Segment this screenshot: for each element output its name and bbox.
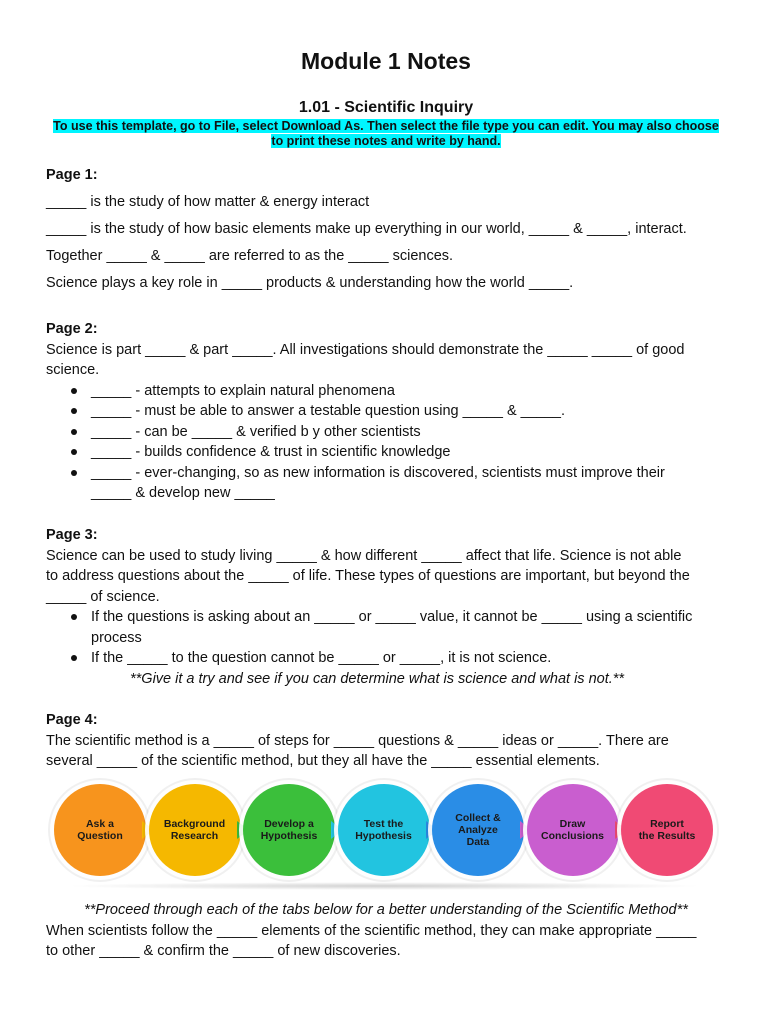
text-line: Science is part _____ & part _____. All investigations should demonstrate the _____ _____ of good xyxy=(46,341,685,358)
section-heading: Page 2: xyxy=(46,321,98,337)
text-line: _____ is the study of how basic elements make up everything in our world, _____ & _____, interact. xyxy=(46,221,687,237)
list-item: _____ - attempts to explain natural phenomena xyxy=(46,381,726,402)
list-item: If the _____ to the question cannot be _____ or _____, it is not science. xyxy=(46,648,726,669)
text-line: Science plays a key role in _____ products & understanding how the world _____. xyxy=(46,275,574,291)
process-step-label: Report the Results xyxy=(638,818,696,842)
section-heading: Page 1: xyxy=(46,167,98,183)
process-step xyxy=(243,784,335,876)
process-step-label: Develop a Hypothesis xyxy=(260,818,318,842)
process-step-label: Test the Hypothesis xyxy=(355,818,412,842)
page-subtitle: 1.01 - Scientific Inquiry xyxy=(298,99,474,116)
process-step-label: Collect & Analyze Data xyxy=(455,812,501,848)
notice-line: to print these notes and write by hand. xyxy=(271,134,501,148)
section-heading: Page 4: xyxy=(46,712,98,728)
process-step-label: Ask a Question xyxy=(77,818,123,842)
list-item: _____ - can be _____ & verified b y other scientists xyxy=(46,422,726,443)
template-notice xyxy=(46,119,726,149)
text-line: to address questions about the _____ of life. These types of questions are important, but beyond the xyxy=(46,568,690,584)
diagram-shadow xyxy=(64,882,704,890)
bullet-list xyxy=(46,607,726,669)
process-step xyxy=(54,784,146,876)
text-line: When scientists follow the _____ elements of the scientific method, they can make appropriate _____ xyxy=(46,922,697,939)
section-page-2 xyxy=(46,319,726,504)
process-step-label: Background Research xyxy=(163,818,226,842)
text-line: Science can be used to study living _____ & how different _____ affect that life. Science is not able xyxy=(46,547,682,564)
process-step xyxy=(432,784,524,876)
italic-note: **Proceed through each of the tabs below for a better understanding of the Scientific Method** xyxy=(84,902,688,918)
bullet-list xyxy=(46,381,726,504)
page-title: Module 1 Notes xyxy=(301,48,471,74)
text-line: to other _____ & confirm the _____ of new discoveries. xyxy=(46,943,401,959)
list-item: If the questions is asking about an _____ or _____ value, it cannot be _____ using a scientific process xyxy=(46,607,726,648)
process-step xyxy=(621,784,713,876)
process-step xyxy=(149,784,241,876)
section-page-4-after xyxy=(46,900,726,962)
list-item: _____ - ever-changing, so as new information is discovered, scientists must improve their _____ & develop new _____ xyxy=(46,463,726,504)
section-page-4 xyxy=(46,710,726,772)
text-line: several _____ of the scientific method, but they all have the _____ essential elements. xyxy=(46,753,600,769)
italic-note: **Give it a try and see if you can determine what is science and what is not.** xyxy=(130,670,625,687)
text-line: _____ of science. xyxy=(46,588,160,605)
text-line: _____ is the study of how matter & energy interact xyxy=(46,194,370,210)
scientific-method-diagram xyxy=(54,778,714,890)
section-page-3 xyxy=(46,525,726,689)
process-step xyxy=(338,784,430,876)
text-line: The scientific method is a _____ of steps for _____ questions & _____ ideas or _____. There are xyxy=(46,732,669,749)
section-heading: Page 3: xyxy=(46,527,98,543)
section-page-1 xyxy=(46,165,726,294)
notice-line: To use this template, go to File, select Download As. Then select the file type you can edit. You may also choose xyxy=(53,119,719,133)
text-line: science. xyxy=(46,362,100,378)
list-item: _____ - must be able to answer a testable question using _____ & _____. xyxy=(46,401,726,422)
process-step-label: Draw Conclusions xyxy=(540,818,604,842)
process-step xyxy=(527,784,619,876)
list-item: _____ - builds confidence & trust in scientific knowledge xyxy=(46,442,726,463)
text-line: Together _____ & _____ are referred to as the _____ sciences. xyxy=(46,248,454,264)
